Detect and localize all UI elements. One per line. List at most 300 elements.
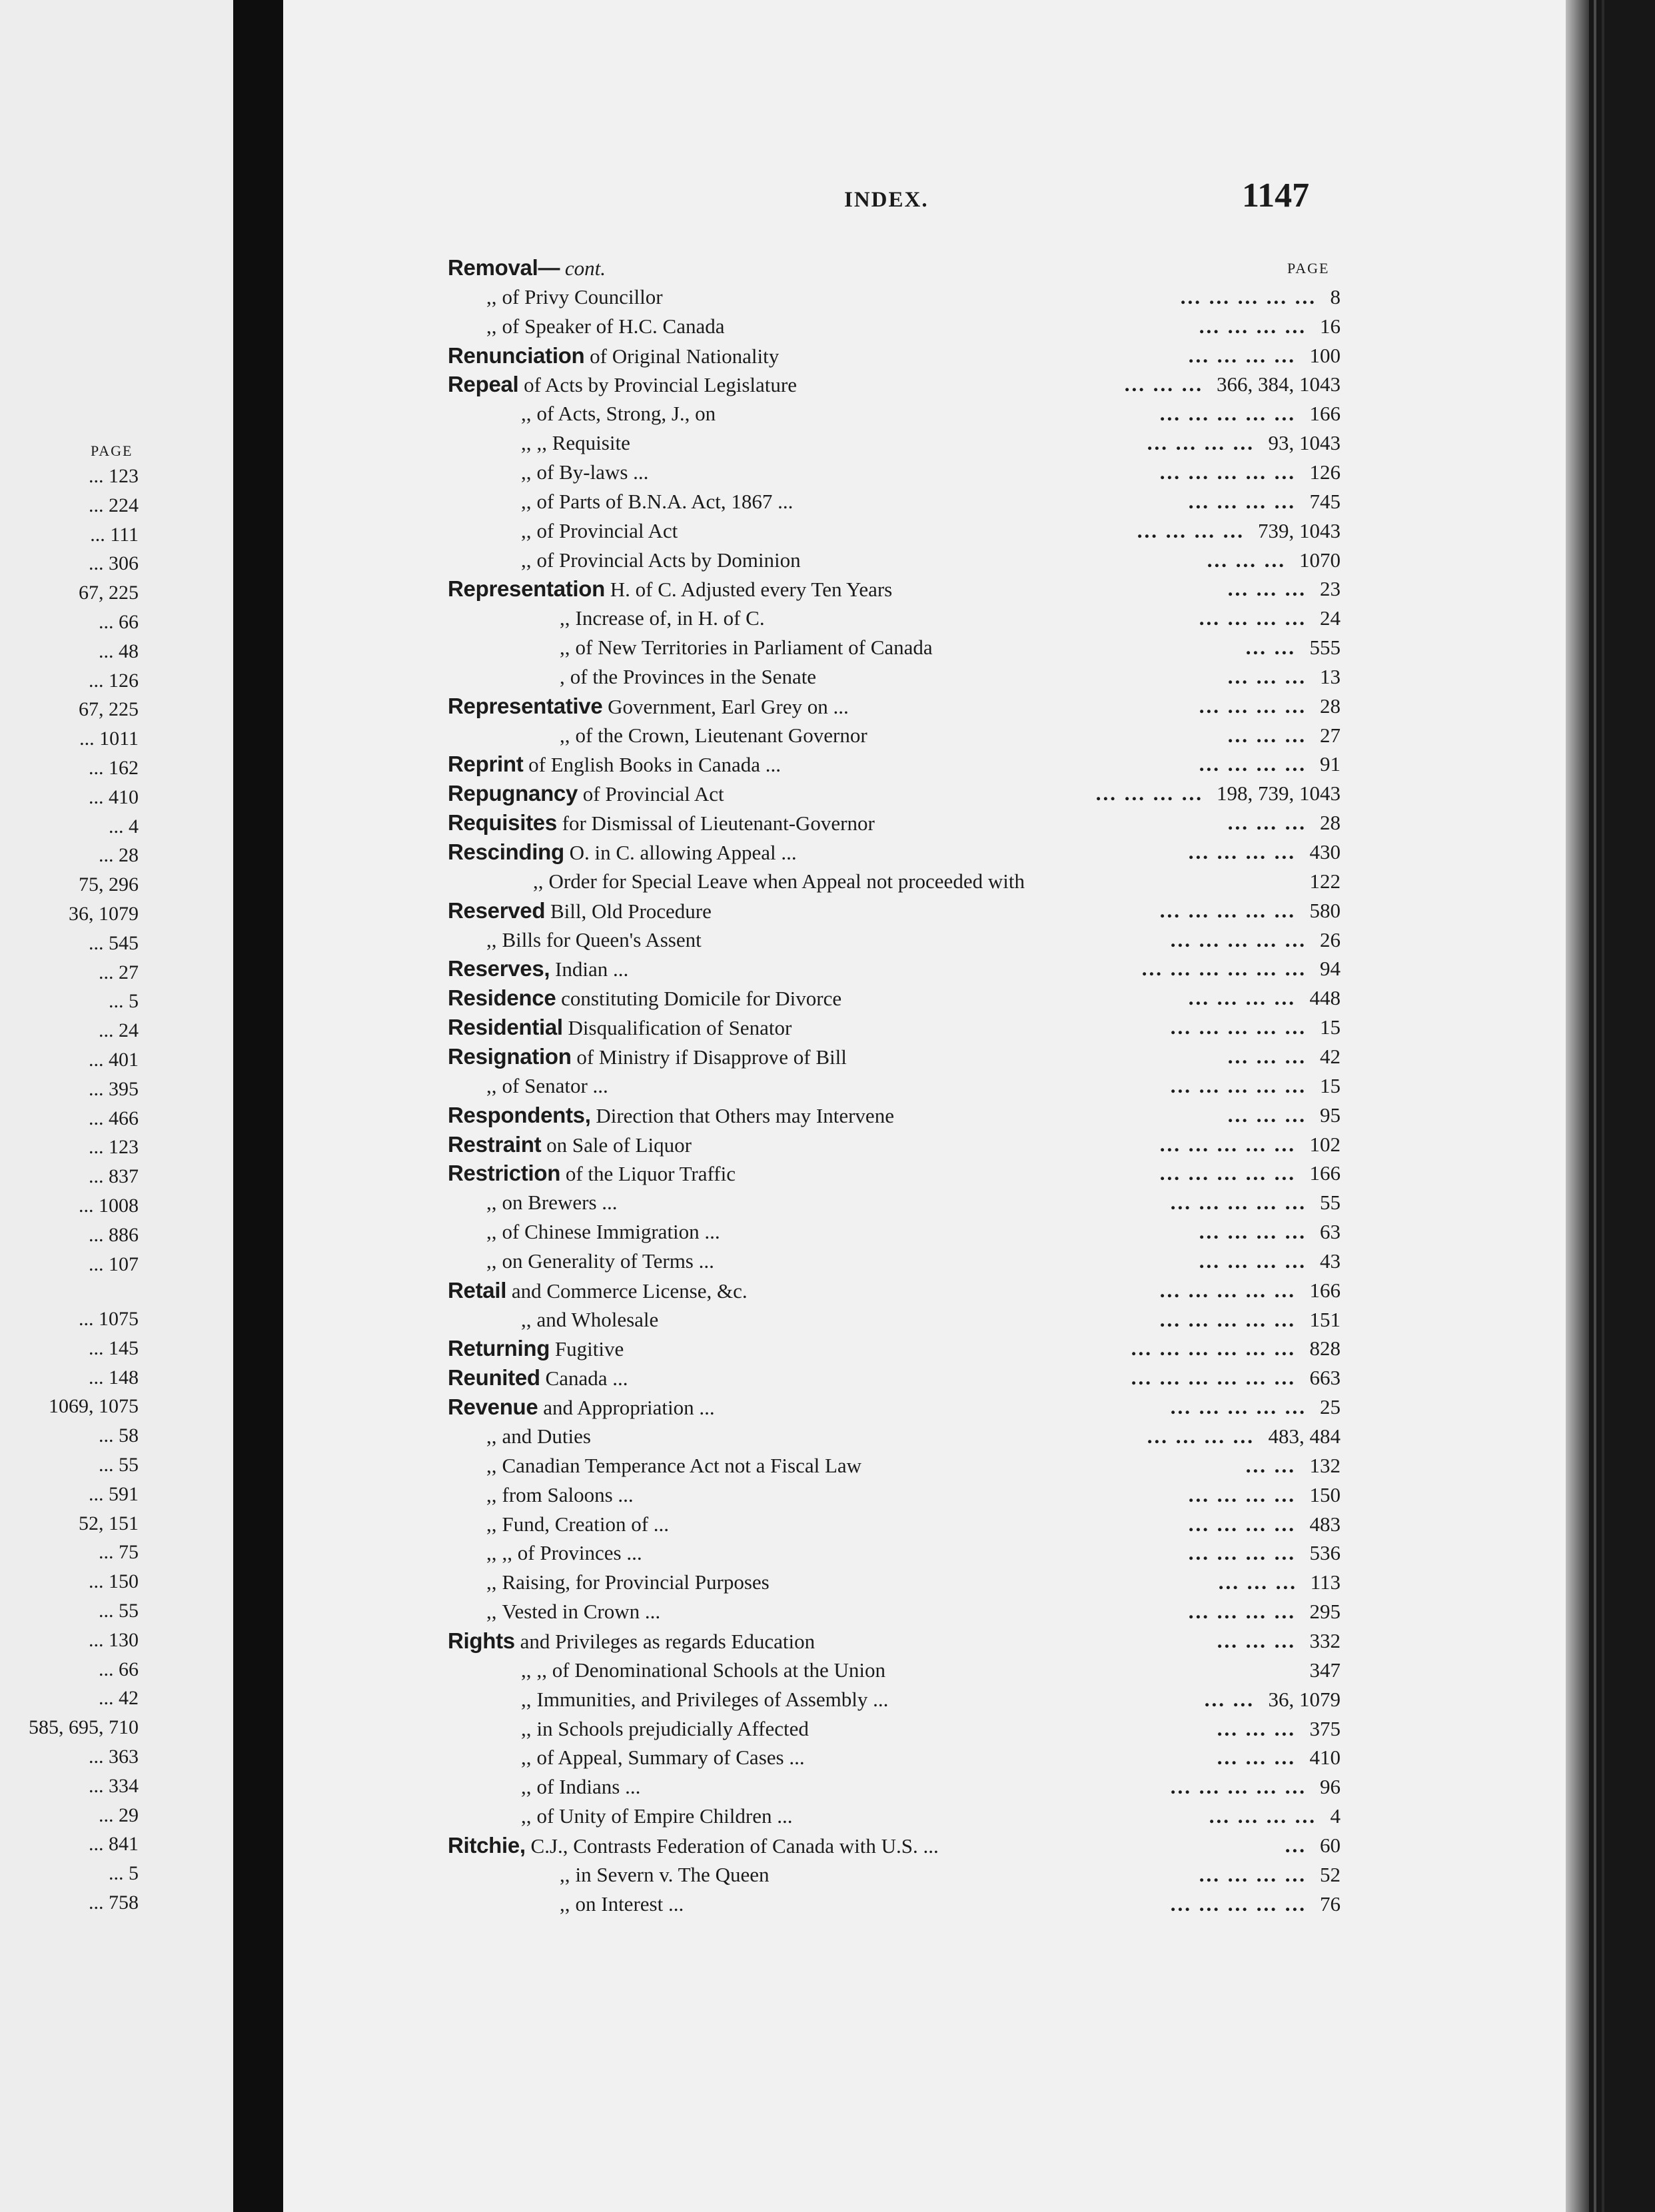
ditto-mark: ,, xyxy=(486,1541,497,1565)
ditto-mark: ,, xyxy=(486,1512,497,1536)
entry-heading: Respondents, xyxy=(448,1102,591,1127)
entry-label xyxy=(448,1042,847,1072)
entry-heading: Rescinding xyxy=(448,839,564,864)
ditto-mark: ,, xyxy=(560,723,570,747)
entry-text: Government, Earl Grey on ... xyxy=(608,694,849,718)
page-reference: 76 xyxy=(1320,1892,1341,1916)
ditto-mark: ,, xyxy=(560,1862,570,1886)
entry-text: ,, Requisite xyxy=(536,431,630,455)
entry-label xyxy=(448,604,765,633)
index-entry xyxy=(448,1188,1341,1217)
leader-dots: ... ... ... xyxy=(1227,723,1307,747)
leader-dots: ... ... ... ... xyxy=(1147,1424,1255,1448)
entry-label xyxy=(448,1071,608,1101)
left-page-number: ... 410 xyxy=(89,786,139,808)
entry-text: of the Provinces in the Senate xyxy=(570,664,817,688)
left-page-number: ... 1075 xyxy=(79,1308,139,1330)
ditto-mark: ,, xyxy=(486,1570,497,1594)
left-page-number: ... 841 xyxy=(89,1833,139,1856)
ditto-mark: , xyxy=(560,664,565,688)
entry-label xyxy=(448,574,892,604)
ditto-mark: ,, xyxy=(486,1453,497,1477)
left-page-number: ... 145 xyxy=(89,1337,139,1359)
page-reference: 166 xyxy=(1309,1278,1341,1302)
entry-text: and Duties xyxy=(502,1424,591,1448)
left-page-number: ... 111 xyxy=(90,523,139,546)
index-entry xyxy=(448,1626,1341,1656)
entry-label xyxy=(448,983,841,1013)
entry-heading: Repeal xyxy=(448,372,519,397)
index-entry xyxy=(448,1247,1341,1276)
page-reference: 96 xyxy=(1320,1775,1341,1799)
entry-text: of Indians ... xyxy=(536,1775,641,1799)
index-entry xyxy=(448,1422,1341,1451)
entry-text: on Interest ... xyxy=(575,1892,684,1916)
index-entry xyxy=(448,574,1341,604)
page-reference: 13 xyxy=(1320,664,1341,688)
entry-label xyxy=(448,1890,684,1919)
leader-dots: ... ... ... xyxy=(1217,1628,1296,1652)
entry-label xyxy=(448,1626,815,1656)
page-reference: 483 xyxy=(1309,1512,1341,1536)
entry-label xyxy=(448,1217,720,1247)
leader-dots: ... ... ... ... ... xyxy=(1170,1395,1307,1419)
entry-text: of Provincial Acts by Dominion xyxy=(536,548,801,572)
ditto-mark: ,, xyxy=(560,636,570,660)
leader-dots: ... ... ... ... xyxy=(1095,782,1203,806)
entry-heading: Renunciation xyxy=(448,342,585,368)
leader-dots: ... ... ... ... xyxy=(1188,343,1296,367)
entry-label xyxy=(448,925,702,955)
entry-label xyxy=(448,779,724,809)
page-reference: 1070 xyxy=(1299,548,1341,572)
index-entry xyxy=(448,428,1341,458)
entry-text: of Parts of B.N.A. Act, 1867 ... xyxy=(536,489,794,513)
left-page-number: ... 758 xyxy=(89,1892,139,1914)
entry-label xyxy=(448,282,663,312)
index-entry xyxy=(448,341,1341,370)
left-page-number: ... 123 xyxy=(89,1136,139,1159)
index-entry xyxy=(448,1714,1341,1744)
page-edge-line xyxy=(1602,0,1604,2212)
left-page-number: ... 886 xyxy=(89,1223,139,1246)
page-reference: 15 xyxy=(1320,1015,1341,1039)
entry-text: of Speaker of H.C. Canada xyxy=(502,314,725,338)
entry-label xyxy=(448,1538,642,1568)
index-entry xyxy=(448,487,1341,516)
index-entry xyxy=(448,312,1341,341)
entry-label xyxy=(448,721,867,750)
page-reference: 126 xyxy=(1309,460,1341,484)
entry-label xyxy=(448,750,781,780)
entry-label xyxy=(448,1013,792,1043)
page-reference: 555 xyxy=(1309,636,1341,660)
entry-heading: Requisites xyxy=(448,810,557,835)
ditto-mark: ,, xyxy=(486,1191,497,1215)
entry-text: of Acts, Strong, J., on xyxy=(536,402,716,426)
entry-heading: Restraint xyxy=(448,1131,542,1157)
left-page-number: ... 42 xyxy=(99,1687,139,1710)
entry-label xyxy=(448,458,648,487)
leader-dots: ... ... ... ... ... ... xyxy=(1141,957,1307,981)
entry-label xyxy=(448,1305,658,1335)
index-entry xyxy=(448,516,1341,546)
entry-heading: Reunited xyxy=(448,1365,540,1390)
left-page-number: ... 306 xyxy=(89,552,139,575)
book-gutter xyxy=(233,0,283,2212)
index-entry xyxy=(448,1538,1341,1568)
left-page-number: ... 224 xyxy=(89,494,139,516)
entry-heading: Ritchie, xyxy=(448,1832,526,1858)
page-reference: 347 xyxy=(1309,1658,1341,1682)
left-page-number: ... 58 xyxy=(99,1424,139,1447)
leader-dots: ... ... ... ... xyxy=(1188,1512,1296,1536)
leader-dots: ... ... ... xyxy=(1227,1103,1307,1127)
page-reference: 28 xyxy=(1320,811,1341,835)
entry-label xyxy=(448,1247,714,1276)
leader-dots: ... ... ... xyxy=(1217,1716,1296,1740)
entry-text: Increase of, in H. of C. xyxy=(575,606,765,630)
index-entry xyxy=(448,1013,1341,1042)
left-page-number: ... 55 xyxy=(99,1600,139,1622)
left-page-number: ... 4 xyxy=(109,815,139,837)
entry-text: and Privileges as regards Education xyxy=(520,1629,816,1653)
ditto-mark: ,, xyxy=(521,1687,532,1711)
left-page-number: ... 29 xyxy=(99,1804,139,1826)
entry-label xyxy=(448,692,849,722)
ditto-mark: ,, xyxy=(486,284,497,308)
ditto-mark: ,, xyxy=(486,314,497,338)
ditto-mark: ,, xyxy=(521,431,532,455)
page-edge-line xyxy=(1594,0,1596,2212)
index-entry xyxy=(448,1802,1341,1831)
entry-label xyxy=(448,1685,888,1714)
entry-text: and Appropriation ... xyxy=(543,1396,715,1420)
ditto-mark: ,, xyxy=(521,1775,532,1799)
leader-dots: ... ... ... ... xyxy=(1199,1249,1307,1273)
entry-text: of Senator ... xyxy=(502,1073,608,1097)
left-page-number: ... 150 xyxy=(89,1570,139,1593)
entry-text: Fugitive xyxy=(554,1337,624,1361)
entry-text: Direction that Others may Intervene xyxy=(596,1103,894,1127)
ditto-mark: ,, xyxy=(521,548,532,572)
entry-text: of Appeal, Summary of Cases ... xyxy=(536,1746,805,1770)
index-entry xyxy=(448,1685,1341,1714)
leader-dots: ... ... ... ... ... xyxy=(1170,1073,1307,1097)
left-page-number: ... 395 xyxy=(89,1077,139,1100)
leader-dots: ... ... ... ... ... xyxy=(1159,1132,1296,1156)
page-reference: 166 xyxy=(1309,402,1341,426)
entry-label xyxy=(448,1276,748,1306)
left-page-number: 67, 225 xyxy=(79,698,139,721)
index-entry xyxy=(448,750,1341,779)
page-reference: 739, 1043 xyxy=(1258,518,1341,542)
entry-label xyxy=(448,808,875,838)
page-reference: 483, 484 xyxy=(1268,1424,1341,1448)
entry-text: ,, of Denominational Schools at the Union xyxy=(536,1658,885,1682)
entry-heading: Reprint xyxy=(448,752,524,777)
page-reference: 166 xyxy=(1309,1161,1341,1185)
left-page-number: 1069, 1075 xyxy=(49,1395,139,1418)
left-page-number: ... 1011 xyxy=(79,728,139,750)
entry-heading: Restriction xyxy=(448,1161,561,1186)
entry-label xyxy=(448,487,793,516)
index-entry xyxy=(448,1159,1341,1188)
page-reference: 430 xyxy=(1309,840,1341,863)
index-entry xyxy=(448,1130,1341,1159)
entry-label xyxy=(448,633,933,662)
page-reference: 150 xyxy=(1309,1482,1341,1506)
leader-dots: ... ... ... ... xyxy=(1147,431,1255,455)
ditto-mark: ,, xyxy=(521,489,532,513)
page-reference: 24 xyxy=(1320,606,1341,630)
index-entry xyxy=(448,1042,1341,1071)
index-entry xyxy=(448,925,1341,955)
entry-heading: Reserved xyxy=(448,897,546,923)
leader-dots: ... ... ... ... xyxy=(1188,1541,1296,1565)
leader-dots: ... ... ... ... xyxy=(1199,1862,1307,1886)
index-entry xyxy=(448,1597,1341,1626)
entry-text: O. in C. allowing Appeal ... xyxy=(569,841,797,864)
entry-heading: Representation xyxy=(448,576,606,602)
page-reference: 95 xyxy=(1320,1103,1341,1127)
entry-label xyxy=(448,1831,939,1861)
ditto-mark: ,, xyxy=(521,518,532,542)
page-col-label: PAGE xyxy=(1287,260,1330,276)
entry-label xyxy=(448,546,801,575)
entry-text: in Schools prejudicially Affected xyxy=(536,1716,809,1740)
leader-dots: ... ... ... ... xyxy=(1199,694,1307,718)
index-entry xyxy=(448,983,1341,1013)
running-title: INDEX. xyxy=(844,188,929,212)
leader-dots: ... ... ... ... xyxy=(1199,606,1307,630)
entry-label xyxy=(448,516,678,546)
entry-label xyxy=(448,1363,628,1393)
entry-text: Immunities, and Privileges of Assembly ... xyxy=(536,1687,889,1711)
leader-dots: ... ... ... ... xyxy=(1199,314,1307,338)
leader-dots: ... ... ... ... xyxy=(1188,986,1296,1010)
left-page-number: ... 123 xyxy=(89,465,139,487)
entry-text: of Privy Councillor xyxy=(502,284,663,308)
page-reference: 52 xyxy=(1320,1862,1341,1886)
left-page-number: 52, 151 xyxy=(79,1512,139,1534)
ditto-mark: ,, xyxy=(560,1892,570,1916)
entry-label xyxy=(448,1422,591,1451)
entry-label xyxy=(448,428,630,458)
entry-heading: Residence xyxy=(448,985,556,1011)
ditto-mark: ,, xyxy=(486,927,497,951)
page-reference: 448 xyxy=(1309,986,1341,1010)
index-entry xyxy=(448,1772,1341,1802)
page-reference: 151 xyxy=(1309,1307,1341,1331)
leader-dots: ... ... ... ... xyxy=(1199,752,1307,776)
left-page-number: 67, 225 xyxy=(79,582,139,604)
index-entry xyxy=(448,1743,1341,1772)
leader-dots: ... ... ... ... ... xyxy=(1170,1892,1307,1916)
entry-text: on Sale of Liquor xyxy=(546,1133,692,1157)
entry-label xyxy=(448,1101,894,1131)
index-entry xyxy=(448,1568,1341,1597)
entry-text: Vested in Crown ... xyxy=(502,1600,661,1624)
page-reference: 60 xyxy=(1320,1833,1341,1857)
entry-text: Fund, Creation of ... xyxy=(502,1512,670,1536)
page-reference: 132 xyxy=(1309,1453,1341,1477)
index-entry xyxy=(448,1451,1341,1480)
left-page-number: ... 334 xyxy=(89,1774,139,1797)
index-entry xyxy=(448,1305,1341,1335)
entry-heading: Resignation xyxy=(448,1043,572,1069)
page-edge xyxy=(1566,0,1589,2212)
leader-dots: ... ... ... xyxy=(1124,372,1203,396)
entry-label xyxy=(448,1860,769,1890)
index-entry xyxy=(448,1071,1341,1101)
page-reference: 91 xyxy=(1320,752,1341,776)
index-entry xyxy=(448,721,1341,750)
leader-dots: ... ... ... ... xyxy=(1188,1600,1296,1624)
ditto-mark: ,, xyxy=(486,1424,497,1448)
page-reference: 23 xyxy=(1320,577,1341,601)
index-entry xyxy=(448,1656,1341,1685)
page-reference: 8 xyxy=(1330,284,1341,308)
entry-heading: Removal— xyxy=(448,255,560,280)
page-reference: 295 xyxy=(1309,1600,1341,1624)
leader-dots: ... ... ... ... xyxy=(1137,518,1245,542)
leader-dots: ... ... xyxy=(1204,1687,1255,1711)
ditto-mark: ,, xyxy=(521,1658,532,1682)
left-page-number: ... 545 xyxy=(89,931,139,954)
entry-label xyxy=(448,1451,861,1480)
index-entry xyxy=(448,253,1341,282)
left-page-number: ... 837 xyxy=(89,1165,139,1188)
left-page-number: ... 55 xyxy=(99,1454,139,1476)
ditto-mark: ,, xyxy=(486,1482,497,1506)
index-entry xyxy=(448,808,1341,837)
entry-text: cont. xyxy=(564,257,606,280)
index-entry xyxy=(448,546,1341,575)
leader-dots: ... ... ... ... ... xyxy=(1159,1278,1296,1302)
leader-dots: ... xyxy=(1285,1833,1307,1857)
page-reference: 366, 384, 1043 xyxy=(1217,372,1341,396)
page-reference: 375 xyxy=(1309,1716,1341,1740)
entry-text: of Provincial Act xyxy=(582,782,724,806)
left-page-number: ... 24 xyxy=(99,1019,139,1042)
ditto-mark: ,, xyxy=(521,460,532,484)
leader-dots: ... ... ... xyxy=(1207,548,1286,572)
left-page-number: ... 107 xyxy=(89,1253,139,1275)
index-entry xyxy=(448,837,1341,867)
entry-text: Bill, Old Procedure xyxy=(550,899,712,923)
entry-heading: Rights xyxy=(448,1628,515,1653)
index-entry xyxy=(448,1334,1341,1363)
left-page-col-label: PAGE xyxy=(91,442,133,459)
entry-text: of Ministry if Disapprove of Bill xyxy=(576,1045,847,1069)
index-entry xyxy=(448,867,1341,896)
leader-dots: ... ... xyxy=(1245,1453,1296,1477)
left-page-number: ... 48 xyxy=(99,640,139,662)
index-entry xyxy=(448,779,1341,808)
entry-label xyxy=(448,312,725,341)
entry-text: Bills for Queen's Assent xyxy=(502,927,702,951)
page-reference: 42 xyxy=(1320,1044,1341,1068)
leader-dots: ... ... ... ... xyxy=(1209,1804,1317,1828)
leader-dots: ... ... ... ... ... ... xyxy=(1131,1337,1296,1361)
left-page-number: ... 126 xyxy=(89,669,139,692)
page-reference: 580 xyxy=(1309,898,1341,922)
entry-text: C.J., Contrasts Federation of Canada with U.S. ... xyxy=(530,1834,939,1858)
leader-dots: ... ... ... ... ... xyxy=(1159,460,1296,484)
entry-label xyxy=(448,1188,618,1217)
index-entry xyxy=(448,1392,1341,1422)
index-entry xyxy=(448,399,1341,428)
entry-label xyxy=(448,1743,805,1772)
page-reference: 55 xyxy=(1320,1191,1341,1215)
left-page-number: ... 66 xyxy=(99,1658,139,1680)
leader-dots: ... ... ... xyxy=(1227,811,1307,835)
page-reference: 745 xyxy=(1309,489,1341,513)
entry-heading: Residential xyxy=(448,1015,563,1040)
entry-text: Order for Special Leave when Appeal not proceeded with xyxy=(548,869,1025,893)
entry-text: ,, of Provinces ... xyxy=(502,1541,642,1565)
ditto-mark: ,, xyxy=(533,869,544,893)
index-entry xyxy=(448,896,1341,925)
entry-text: for Dismissal of Lieutenant-Governor xyxy=(562,812,875,835)
page-reference: 410 xyxy=(1309,1746,1341,1770)
index-entry xyxy=(448,1363,1341,1392)
leader-dots: ... ... ... ... ... xyxy=(1159,1307,1296,1331)
index-entry xyxy=(448,1510,1341,1539)
page-reference: 26 xyxy=(1320,927,1341,951)
entry-text: from Saloons ... xyxy=(502,1482,634,1506)
page-reference: 113 xyxy=(1310,1570,1341,1594)
left-page-number: 36, 1079 xyxy=(69,903,139,925)
leader-dots: ... ... ... ... xyxy=(1188,489,1296,513)
entry-label xyxy=(448,1392,715,1422)
entry-text: of New Territories in Parliament of Canada xyxy=(575,636,933,660)
index-entry xyxy=(448,1101,1341,1130)
page-reference: 25 xyxy=(1320,1395,1341,1419)
left-page-number: ... 5 xyxy=(109,1862,139,1885)
left-page-number: ... 401 xyxy=(89,1049,139,1071)
entry-text: of English Books in Canada ... xyxy=(528,753,782,777)
left-page-number: 75, 296 xyxy=(79,873,139,896)
page-reference: 15 xyxy=(1320,1073,1341,1097)
entry-text: of the Liquor Traffic xyxy=(565,1162,736,1186)
left-page-number: ... 363 xyxy=(89,1746,139,1768)
entry-label xyxy=(448,1568,770,1597)
page-reference: 27 xyxy=(1320,723,1341,747)
left-page-number: ... 66 xyxy=(99,611,139,633)
entry-label xyxy=(448,1714,809,1744)
left-page-number: ... 466 xyxy=(89,1107,139,1129)
entry-label xyxy=(448,370,797,400)
index-entry xyxy=(448,458,1341,487)
entry-label xyxy=(448,1597,660,1626)
page-reference: 102 xyxy=(1309,1132,1341,1156)
index-entry xyxy=(448,954,1341,983)
entry-text: and Wholesale xyxy=(536,1307,659,1331)
page-reference: 4 xyxy=(1330,1804,1341,1828)
page-reference: 100 xyxy=(1309,343,1341,367)
leader-dots: ... ... ... ... ... xyxy=(1159,402,1296,426)
index-entry xyxy=(448,282,1341,312)
entry-label xyxy=(448,1130,692,1160)
index-entry xyxy=(448,633,1341,662)
leader-dots: ... ... ... xyxy=(1227,664,1307,688)
entry-text: of By-laws ... xyxy=(536,460,649,484)
leader-dots: ... ... ... xyxy=(1217,1746,1296,1770)
leader-dots: ... ... ... ... ... xyxy=(1170,1015,1307,1039)
entry-text: Disqualification of Senator xyxy=(568,1016,792,1040)
